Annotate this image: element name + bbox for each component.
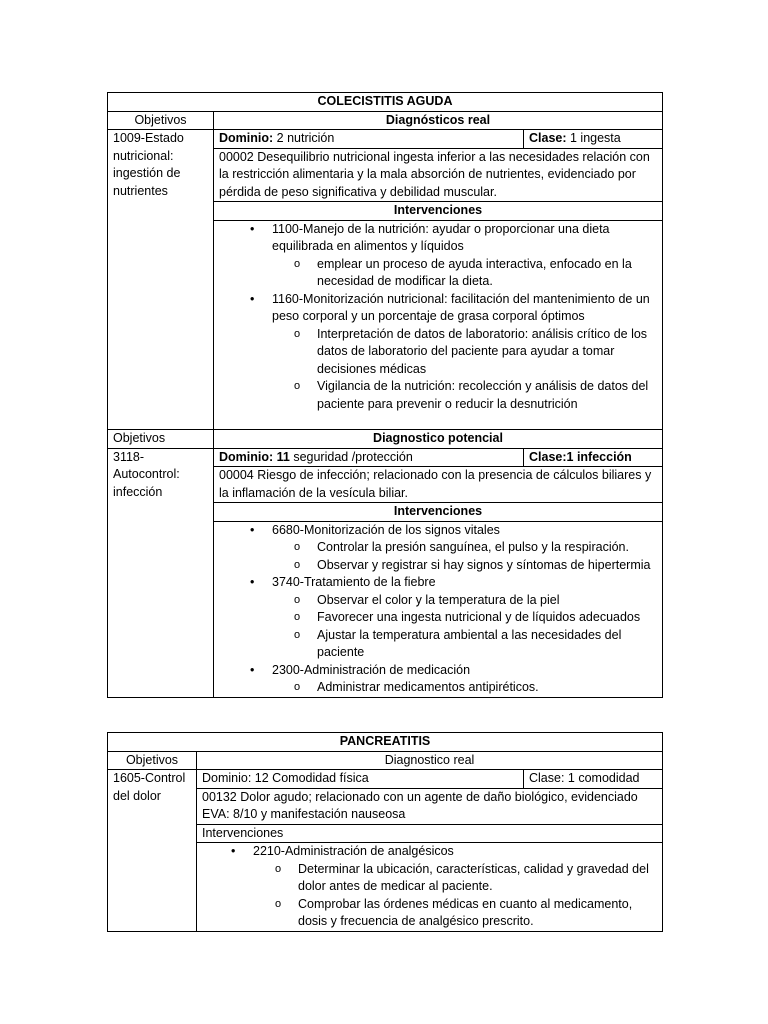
- clase-label: Clase:1 infección: [529, 449, 632, 464]
- diagnosis-text: 00004 Riesgo de infección; relacionado con la presencia de cálculos biliares y la inflamación de la vesícula biliar.: [214, 467, 663, 503]
- diagnosis-header: Diagnostico potencial: [214, 430, 663, 449]
- intervention-item: [253, 843, 657, 931]
- dominio-label: Dominio:: [219, 131, 274, 145]
- dominio-label: Dominio: 11: [219, 449, 290, 464]
- intervention-item: [272, 522, 657, 575]
- table-title: COLECISTITIS AGUDA: [108, 93, 663, 112]
- activity-list: [272, 539, 657, 574]
- pancreatitis-table: [107, 732, 663, 932]
- intervention-item: [272, 662, 657, 697]
- dominio-cell: Dominio: 12 Comodidad física: [197, 770, 524, 789]
- activity-item: o Comprobar las órdenes médicas en cuanto al medicamento, dosis y frecuencia de analgésico prescrito.: [298, 896, 657, 931]
- activity-item: o Ajustar la temperatura ambiental a las necesidades del paciente: [317, 627, 657, 662]
- activity-list: [253, 861, 657, 931]
- intervention-text: 6680-Monitorización de los signos vitales: [272, 522, 500, 537]
- activity-item: o Interpretación de datos de laboratorio: análisis crítico de los datos de laboratorio del paciente para ayudar a tomar decisiones médicas: [317, 326, 657, 379]
- activity-list: [272, 326, 657, 414]
- clase-cell: [524, 448, 663, 467]
- activity-item: o Observar y registrar si hay signos y síntomas de hipertermia: [317, 557, 657, 575]
- interventions-header: Intervenciones: [214, 202, 663, 221]
- clase-value: 1 ingesta: [566, 131, 621, 145]
- table-title: PANCREATITIS: [108, 733, 663, 752]
- interventions-list: [219, 522, 657, 697]
- interventions-list: [202, 843, 657, 931]
- activity-item: o Favorecer una ingesta nutricional y de líquidos adecuados: [317, 609, 657, 627]
- objective-cell: 3118-Autocontrol: infección: [108, 448, 214, 697]
- activity-list: [272, 256, 657, 291]
- diagnosis-text: 00002 Desequilibrio nutricional ingesta inferior a las necesidades relación con la restricción alimentaria y la mala absorción de nutrientes, evidenciado por pérdida de peso significativa y debilidad muscular.: [214, 148, 663, 202]
- interventions-cell: [214, 220, 663, 430]
- intervention-text: 1160-Monitorización nutricional: facilitación del mantenimiento de un peso corporal y un porcentaje de grasa corporal óptimos: [272, 291, 650, 323]
- interventions-header: Intervenciones: [214, 503, 663, 522]
- intervention-text: 2210-Administración de analgésicos: [253, 844, 454, 858]
- intervention-item: [272, 291, 657, 414]
- activity-item: o Administrar medicamentos antipiréticos.: [317, 679, 657, 697]
- intervention-item: [272, 574, 657, 662]
- dominio-value: seguridad /protección: [289, 449, 413, 464]
- interventions-header: Intervenciones: [197, 824, 663, 843]
- dominio-value: 2 nutrición: [273, 131, 335, 145]
- activity-list: [272, 592, 657, 662]
- intervention-text: 3740-Tratamiento de la fiebre: [272, 575, 436, 589]
- intervention-item: [272, 221, 657, 291]
- objetivos-header: Objetivos: [108, 111, 214, 130]
- intervention-text: 2300-Administración de medicación: [272, 662, 471, 677]
- clase-label: Clase:: [529, 131, 567, 145]
- activity-item: o Vigilancia de la nutrición: recolección y análisis de datos del paciente para prevenir o reducir la desnutrición: [317, 378, 657, 413]
- activity-item: o Observar el color y la temperatura de la piel: [317, 592, 657, 610]
- interventions-cell: [214, 521, 663, 697]
- objective-cell: 1009-Estado nutricional: ingestión de nutrientes: [108, 130, 214, 430]
- diagnosis-header: Diagnostico real: [197, 751, 663, 770]
- activity-list: [272, 679, 657, 697]
- colecistitis-table: [107, 92, 663, 698]
- interventions-list: [219, 221, 657, 414]
- intervention-text: 1100-Manejo de la nutrición: ayudar o proporcionar una dieta equilibrada en alimentos y líquidos: [272, 221, 610, 253]
- dominio-cell: [214, 130, 524, 149]
- interventions-cell: [197, 843, 663, 932]
- diagnosis-header: Diagnósticos real: [214, 111, 663, 130]
- objetivos-header: Objetivos: [108, 430, 214, 449]
- objective-cell: 1605-Control del dolor: [108, 770, 197, 932]
- clase-cell: [524, 130, 663, 149]
- activity-item: o Determinar la ubicación, características, calidad y gravedad del dolor antes de medicar al paciente.: [298, 861, 657, 896]
- dominio-cell: [214, 448, 524, 467]
- objetivos-header: Objetivos: [108, 751, 197, 770]
- activity-item: o emplear un proceso de ayuda interactiva, enfocado en la necesidad de modificar la dieta.: [317, 256, 657, 291]
- diagnosis-text: 00132 Dolor agudo; relacionado con un agente de daño biológico, evidenciado EVA: 8/10 y manifestación nauseosa: [197, 788, 663, 824]
- activity-item: o Controlar la presión sanguínea, el pulso y la respiración.: [317, 539, 657, 557]
- clase-cell: Clase: 1 comodidad: [524, 770, 663, 789]
